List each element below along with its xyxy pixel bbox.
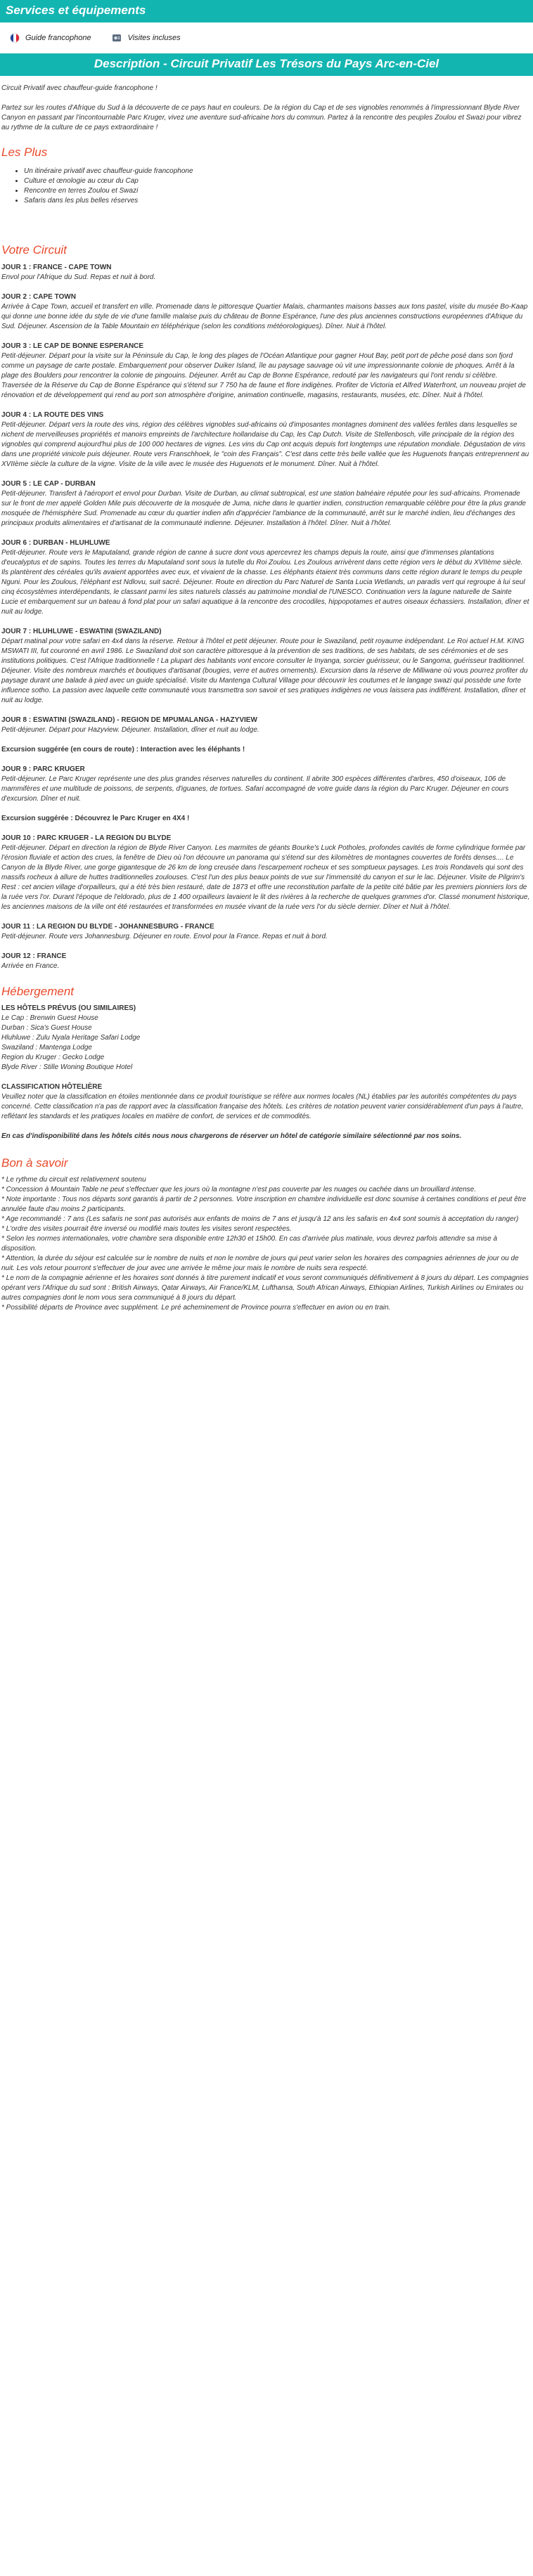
day-text: Petit-déjeuner. Départ vers la route des vins, région des célèbres vignobles sud-africains où d'imposantes montagnes dominent des vallées fertiles dans lesquelles se nichent de merveilleuses propriétés et manoirs empreints de l'architecture hollandaise du Cap, les Cap Dutch. Visite de Stellenbosch, ville principale de la région des vignobles qui comprend aujourd'hui plus de 100 000 hectares de vignes. Les vins du Cap ont acquis depuis fort longtemps une réputation mondiale. Dégustation de vins dans une propriété vinicole puis déjeuner. Route vers Franschhoek, le "coin des Français". C'est dans cette très belle vallée que les Huguenots français entreprennent au XVIIème siècle la culture de la vigne. Visite de la ville avec le musée des Huguenots et le monument. Dîner. Nuit à l'hôtel. xyxy=(1,421,529,468)
hotel-item: Hluhluwe : Zulu Nyala Heritage Safari Lodge xyxy=(1,1034,141,1042)
day-title: JOUR 5 : LE CAP - DURBAN xyxy=(1,480,96,488)
day-10 xyxy=(1,834,530,912)
day-text: Arrivée à Cape Town, accueil et transfert en ville. Promenade dans le pittoresque Quartier Malais, charmantes maisons basses aux tons pastel, visite du musée Bo-Kaap qui donne une bonne idée du style de vie d'une famille malaise puis du château de Bonne Espérance, l'une des plus anciennes constructions européennes d'Afrique du Sud. Déjeuner. Ascension de la Table Mountain en téléphérique (selon les conditions météorologiques). Dîner. Nuit à l'hôtel. xyxy=(1,303,528,330)
list-item: • Culture et œnologie au cœur du Cap xyxy=(24,176,530,186)
hotel-list xyxy=(1,1014,530,1073)
excursion-title: Excursion suggérée (en cours de route) : Interaction avec les éléphants ! xyxy=(1,746,245,753)
description-title: Description - Circuit Privatif Les Trésors du Pays Arc-en-Ciel xyxy=(0,53,533,76)
day-2 xyxy=(1,292,530,332)
day-title: JOUR 7 : HLUHLUWE - ESWATINI (SWAZILAND) xyxy=(1,628,162,635)
day-7 xyxy=(1,627,530,706)
inclusion-label: Visites incluses xyxy=(127,34,181,42)
day-title: JOUR 9 : PARC KRUGER xyxy=(1,765,85,773)
inclusion-visits xyxy=(111,32,181,44)
hotel-item: Swaziland : Mantenga Lodge xyxy=(1,1044,92,1051)
inclusions xyxy=(0,22,533,53)
day-3 xyxy=(1,342,530,401)
list-item: * Le nom de la compagnie aérienne et les horaires sont donnés à titre purement indicatif et vous seront communiqués définitivement à 8 jours du départ. Les compagnies opérant vers l'Afrique du sud sont : British Airways, Qatar Airways, Air France/KLM, Lufthansa, South African Airways, Ethiopian Airlines, Turkish Airlines ou Emirates ou autres compagnies dont le nom vous sera communiqué à 8 jours du départ. xyxy=(1,1274,529,1302)
day-text: Petit-déjeuner. Transfert à l'aéroport et envol pour Durban. Visite de Durban, au climat subtropical, est une station balnéaire réputée pour les sud-africains. Promenade sur le front de mer appelé Golden Mile puis découverte de la mosquée de Juma, niche dans le quartier indien, construction remarquable célèbre pour être la plus grande mosquée de l'hémisphère Sud. Promenade au cœur du quartier indien afin d'apprécier l'ambiance de la communauté, arrêt sur le marché indien, lieu d'échanges des principaux produits alimentaires et d'artisanat de la communauté indienne. Déjeuner. Installation à l'hôtel. Dîner. Nuit à l'hôtel. xyxy=(1,490,526,527)
list-item: • Un itinéraire privatif avec chauffeur-guide francophone xyxy=(24,167,530,176)
day-text: Petit-déjeuner. Départ pour la visite sur la Péninsule du Cap, le long des plages de l'Océan Atlantique pour gagner Hout Bay, petit port de pêche posé dans son fjord comme un paysage de carte postale. Embarquement pour observer Duiker Island, île au paysage sauvage où vit une impressionnante colonie de phoques. Arrêt à la plage des Boulders pour rencontrer la colonie de pingouins. Déjeuner. Arrêt au Cap de Bonne Espérance, redouté par les navigateurs qui l'ont rendu si célèbre. Traversée de la Réserve du Cap de Bonne Espérance qui s'étend sur 7 750 ha de faune et flore indigènes. Profiter de Victoria et Alfred Waterfront, un nouveau projet de rénovation et de développement qui rend au port son atmosphère d'origine, animation continuelle, magasins, restaurants, musées, etc. Dîner. Nuit à l'hôtel. xyxy=(1,352,526,399)
services-title: Services et équipements xyxy=(0,0,533,22)
list-item: * Le rythme du circuit est relativement soutenu xyxy=(1,1176,146,1184)
day-text: Petit-déjeuner. Départ en direction la région de Blyde River Canyon. Les marmites de géants Bourke's Luck Potholes, profondes cavités de forme cylindrique formée par l'érosion fluviale et action des crues, la fenêtre de Dieu où l'on découvre un panorama qui s'étend sur des kilomètres de montagnes couvertes de forêts denses.... Le Canyon de la Blyde River, une gorge gigantesque de 26 km de long creusée dans l'escarpement rocheux et ses somptueux paysages. Les trois Rondavels qui sont des massifs rocheux à allure de huttes traditionnelles zoulouses. C'est l'un des plus beaux points de vue sur l'immensité du canyon et sur le lac. Déjeuner. Visite de Pilgrim's Rest : cet ancien village d'orpailleurs, qui a été très bien restauré, date de 1873 et offre une reconstitution parfaite de la petite cité bâtie par les premiers pionniers lors de la ruée vers l'or. Durant l'époque de l'eldorado, plus de 1 400 orpailleurs lavaient le lit des rivières à la recherche de quelques grammes d'or. Classé monument historique, les anciennes maisons de la ville ont été restaurées et transformées en musée vivant de la ruée vers l'or du siècle dernier. Dîner et Nuit à l'hôtel. xyxy=(1,844,530,911)
day-title: JOUR 1 : FRANCE - CAPE TOWN xyxy=(1,264,112,271)
list-item: * Selon les normes internationales, votre chambre sera disponible entre 12h30 et 15h00. En cas d'arrivée plus matinale, vous devrez parfois attendre sa mise à disposition. xyxy=(1,1235,498,1253)
plus-title: Les Plus xyxy=(1,145,48,159)
day-9 xyxy=(1,765,530,804)
day-11 xyxy=(1,922,530,942)
list-item: • Safaris dans les plus belles réserves xyxy=(24,196,530,206)
description-body xyxy=(0,84,533,1313)
list-item: • Rencontre en terres Zoulou et Swazi xyxy=(24,186,530,196)
plus-list xyxy=(1,167,530,206)
savoir-list xyxy=(1,1175,530,1313)
day-6 xyxy=(1,538,530,617)
savoir-title: Bon à savoir xyxy=(1,1156,68,1170)
hotel-item: Blyde River : Stille Woning Boutique Hotel xyxy=(1,1063,133,1071)
day-text: Petit-déjeuner. Route vers Johannesburg. Déjeuner en route. Envol pour la France. Repas et nuit à bord. xyxy=(1,933,328,940)
day-1 xyxy=(1,263,530,283)
list-item: * Concession à Mountain Table ne peut s'effectuer que les jours où la montagne n'est pas couverte par les nuages ou cachée dans un brouillard intense. xyxy=(1,1186,476,1193)
day-title: JOUR 3 : LE CAP DE BONNE ESPERANCE xyxy=(1,342,144,350)
list-item: * Age recommandé : 7 ans (Les safaris ne sont pas autorisés aux enfants de moins de 7 ans et jusqu'à 12 ans les safaris en 4x4 sont soumis à acceptation du ranger) xyxy=(1,1215,519,1223)
hotels-title: LES HÔTELS PRÉVUS (OU SIMILAIRES) xyxy=(1,1004,136,1012)
day-8 xyxy=(1,716,530,735)
indisponibilite-text: En cas d'indisponibilité dans les hôtels cités nous nous chargerons de réserver un hôtel de catégorie similaire sélectionné par nos soins. xyxy=(1,1132,462,1140)
day-text: Petit-déjeuner. Départ pour Hazyview. Déjeuner. Installation, dîner et nuit au lodge. xyxy=(1,726,259,734)
description-intro: Circuit Privatif avec chauffeur-guide francophone ! xyxy=(1,84,158,92)
day-text: Arrivée en France. xyxy=(1,962,60,970)
excursion-kruger xyxy=(1,814,530,824)
inclusion-label: Guide francophone xyxy=(25,34,91,42)
day-title: JOUR 4 : LA ROUTE DES VINS xyxy=(1,411,104,419)
description-paragraph: Partez sur les routes d'Afrique du Sud à la découverte de ce pays haut en couleurs. De la région du Cap et de ses vignobles renommés à l'impressionnant Blyde River Canyon en passant par l'incontournable Parc Kruger, vivez une aventure sud-africaine hors du commun. Partez à la rencontre des peuples Zoulou et Swazi pour vibrez au rythme de la culture de ce pays extraordinaire ! xyxy=(1,104,522,131)
hotel-item: Durban : Sica's Guest House xyxy=(1,1024,92,1032)
day-5 xyxy=(1,479,530,529)
hotel-item: Le Cap : Brenwin Guest House xyxy=(1,1014,98,1022)
passport-visa-icon xyxy=(111,32,122,44)
day-4 xyxy=(1,410,530,470)
list-item: * Note importante : Tous nos départs sont garantis à partir de 2 personnes. Votre inscription en chambre individuelle est donc soumise à certaines conditions et peut être annulée faute d'au moins 2 participants. xyxy=(1,1196,527,1213)
classification-text: Veuillez noter que la classification en étoiles mentionnée dans ce produit touristique se réfère aux normes locales (NL) établies par les autorités compétentes du pays concerné. Cette classification n'a pas de rapport avec la classification française des hôtels. Les critères de notation peuvent varier considérablement d'un pays à l'autre, reflétant les standards et les pratiques locales en matière de confort, de services et de commodités. xyxy=(1,1093,524,1120)
day-text: Petit-déjeuner. Route vers le Maputaland, grande région de canne à sucre dont vous apercevrez les champs depuis la route, ainsi que d'immenses plantations d'eucalyptus et de sapins. Toutes les terres du Maputaland sont sous la tutelle du Roi Zoulou. Les Zoulous arrivèrent dans cette région vers le début du XVIIème siècle. Ils plantèrent des céréales qu'ils avaient apportées avec eux, et vivaient de la chasse. Les éléphants étaient très communs dans cette région durant le temps du peuple Nguni. Pour les Zoulous, l'éléphant est Ndlovu, suit sacré. Déjeuner. Route en direction du Parc Naturel de Santa Lucia Wetlands, un paradis vert qui regroupe à lui seul cinq écosystèmes interdépendants, le classant parmi les sites naturels classés au patrimoine mondial de l'UNESCO. Continuation vers la lagune naturelle de Sainte Lucie et embarquement sur un bateau à fond plat pour un safari aquatique à la rencontre des crocodiles, hippopotames et autres oiseaux échassiers. Installation, dîner et nuit au lodge. xyxy=(1,549,529,616)
day-title: JOUR 12 : FRANCE xyxy=(1,952,67,960)
excursion-elephants xyxy=(1,745,530,755)
hotel-item: Region du Kruger : Gecko Lodge xyxy=(1,1054,105,1061)
classification-title: CLASSIFICATION HÔTELIÈRE xyxy=(1,1083,103,1091)
list-item: * Attention, la durée du séjour est calculée sur le nombre de nuits et non le nombre de jours qui peut varier selon les horaires des compagnies aériennes de jour ou de nuit. Les vols retour pourront s'effectuer de jour avec une arrivée le même jour mais le nombre de nuits sera respecté. xyxy=(1,1255,519,1272)
day-title: JOUR 2 : CAPE TOWN xyxy=(1,293,76,301)
circuit-title: Votre Circuit xyxy=(1,243,67,257)
day-title: JOUR 11 : LA REGION DU BLYDE - JOHANNESBURG - FRANCE xyxy=(1,923,214,931)
list-item: * L'ordre des visites pourrait être inversé ou modifié mais toutes les visites seront respectées. xyxy=(1,1225,292,1233)
day-title: JOUR 10 : PARC KRUGER - LA REGION DU BLYDE xyxy=(1,834,172,842)
excursion-title: Excursion suggérée : Découvrez le Parc Kruger en 4X4 ! xyxy=(1,815,190,822)
day-text: Petit-déjeuner. Le Parc Kruger représente une des plus grandes réserves naturelles du continent. Il abrite 300 espèces différentes d'arbres, 450 d'oiseaux, 106 de mammifères et une multitude de poissons, de serpents, d'iguanes, de tortues. Safari accompagné de votre guide dans la région du Parc Kruger. Déjeuner en cours d'excursion. Dîner et nuit. xyxy=(1,775,509,803)
day-text: Envol pour l'Afrique du Sud. Repas et nuit à bord. xyxy=(1,273,156,281)
day-12 xyxy=(1,952,530,971)
french-flag-icon xyxy=(10,33,20,43)
inclusion-guide xyxy=(10,33,91,43)
day-text: Départ matinal pour votre safari en 4x4 dans la réserve. Retour à l'hôtel et petit déjeuner. Route pour le Swaziland, petit royaume indépendant. Le Roi actuel H.M. KING MSWATI III, fut couronné en avril 1986. Le Swaziland doit son caractère pittoresque à la prévention de ses traditions, de ses habitats, de ses cérémonies et de ses institutions politiques. C'est l'Afrique traditionnelle ! La plupart des habitants vont encore consulter le Inyanga, sorcier guérisseur, ou le Sangoma, guérisseur traditionnel. Déjeuner. Visite des nombreux marchés et boutiques d'artisanat (bougies, verre et autres ornements). Excursion dans la réserve de Milliwane où vous pourrez profiter du paysage durant une balade à pied avec un guide spécialisé. Visite du Mantenga Cultural Village pour découvrir les coutumes et le langage swazi qui possède une forte influence sotho. La passion avec laquelle cette communauté vous transmettra son savoir et ses pratiques indigènes ne vous laissera pas indifférent. Installation, dîner et nuit au lodge. xyxy=(1,637,528,704)
day-title: JOUR 6 : DURBAN - HLUHLUWE xyxy=(1,539,110,547)
hebergement-title: Hébergement xyxy=(1,985,75,998)
day-title: JOUR 8 : ESWATINI (SWAZILAND) - REGION DE MPUMALANGA - HAZYVIEW xyxy=(1,716,257,724)
list-item: * Possibilité départs de Province avec supplément. Le pré acheminement de Province pourra s'effectuer en avion ou en train. xyxy=(1,1304,391,1312)
